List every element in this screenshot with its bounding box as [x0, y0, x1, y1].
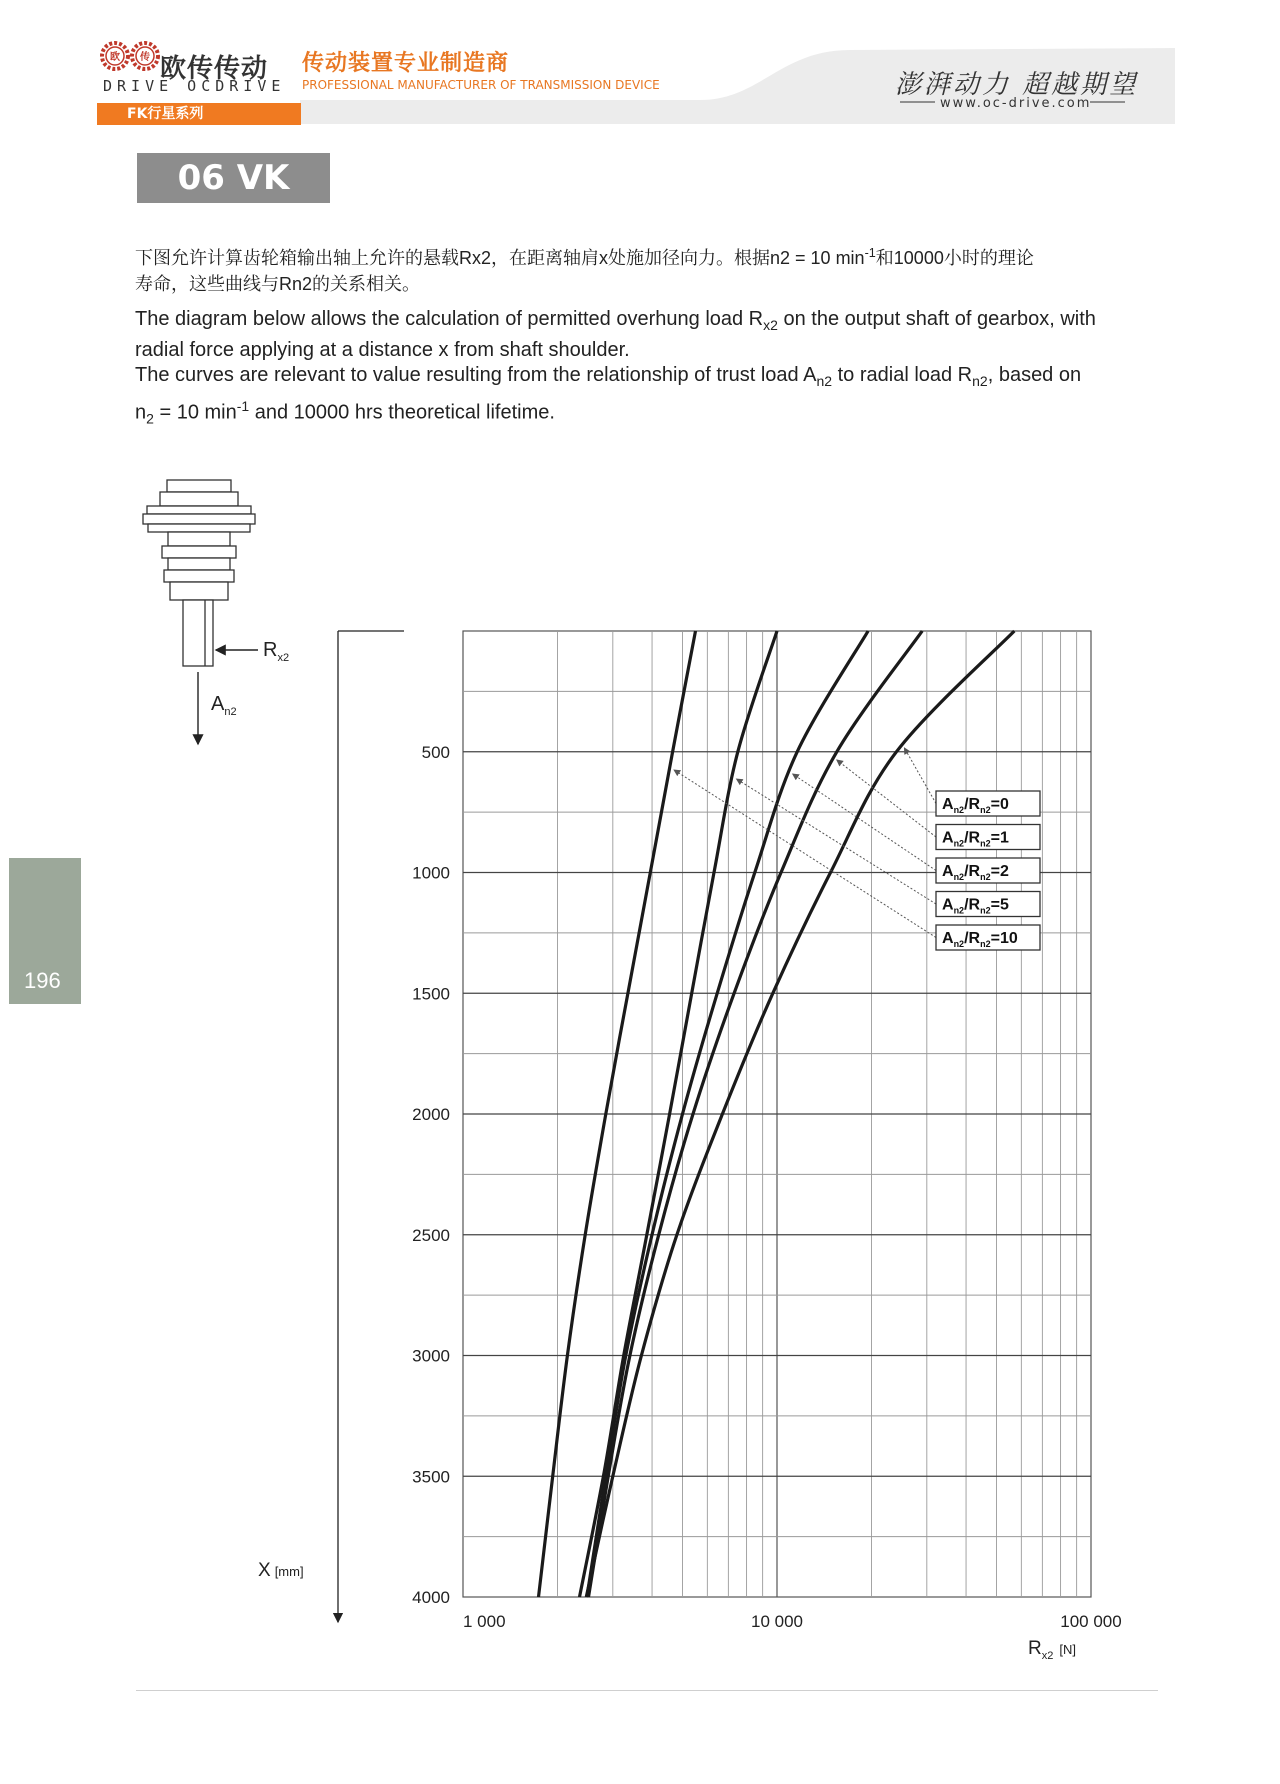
description-en-line-1: The diagram below allows the calculation of permitted overhung load $R_{x2}$ on the output shaft of gearbox, with	[135, 308, 1096, 333]
y-tick-label: 500	[421, 742, 450, 762]
logo-badge-1: 欧	[110, 52, 120, 63]
y-tick-label: 3500	[412, 1467, 450, 1487]
legend-label: $A_{n2}/R_{n2}=1$	[942, 829, 1009, 849]
axial-force-label: $A_{n2}$	[211, 693, 237, 718]
tagline-cn: 传动装置专业制造商	[302, 51, 510, 76]
page-title: 06 VK	[137, 153, 330, 203]
y-tick-label: 1000	[412, 863, 450, 883]
y-tick-label: 4000	[412, 1588, 450, 1607]
y-tick-labels	[412, 743, 450, 1607]
legend-label: $A_{n2}/R_{n2}=0$	[942, 796, 1009, 815]
gearbox-sketch-icon	[143, 480, 255, 666]
tagline-en: PROFESSIONAL MANUFACTURER OF TRANSMISSION DEVICE	[302, 78, 660, 92]
series-badge: FK行星系列	[97, 103, 301, 125]
legend-leader-line	[674, 770, 936, 938]
x-tick-label: 10 000	[751, 1612, 803, 1631]
chart-grid	[463, 631, 1091, 1597]
x-tick-label: 1 000	[463, 1612, 506, 1631]
page-number: 196	[24, 968, 61, 993]
legend-leader-line	[904, 748, 936, 804]
description-en-line-4: $n_2 = 10$ $\min^{-1}$ and 10000 hrs theoretical lifetime.	[135, 398, 555, 427]
footer-divider	[136, 1690, 1158, 1691]
description-en-line-2: radial force applying at a distance x from shaft shoulder.	[135, 339, 630, 361]
description-cn-line-2: 寿命，这些曲线与Rn2的关系相关。	[135, 274, 421, 294]
chart-legend	[674, 748, 1040, 950]
legend-leader-line	[793, 774, 936, 871]
description-en-line-3: The curves are relevant to value resulting from the relationship of trust load $A_{n2}$ to radial load $R_{n2}$, based on	[135, 364, 1082, 389]
y-tick-label: 1500	[412, 984, 450, 1004]
y-tick-label: 2500	[412, 1225, 450, 1245]
x-tick-labels	[463, 1612, 1122, 1631]
x-tick-label: 100 000	[1060, 1612, 1122, 1631]
legend-label: $A_{n2}/R_{n2}=10$	[942, 930, 1018, 949]
logo-text-en: DRIVE OCDRIVE	[103, 77, 286, 95]
y-tick-label: 2000	[412, 1105, 450, 1124]
logo-text: 欧传传动	[160, 54, 269, 84]
website: www.oc-drive.com	[940, 96, 1092, 111]
description-cn-line-1: 下图允许计算齿轮箱输出轴上允许的悬载Rx2，在距离轴肩x处施加径向力。根据n2 = 10 $\min^{-1}$和10000小时的理论	[135, 246, 1034, 268]
x-axis-label: $R_{x2}$ [N]	[1028, 1638, 1076, 1662]
legend-leader-line	[737, 779, 936, 904]
y-axis-label: X [mm]	[258, 1560, 304, 1581]
y-tick-label: 3000	[412, 1346, 450, 1366]
logo-badge-2: 传	[140, 52, 150, 63]
legend-label: $A_{n2}/R_{n2}=5$	[942, 896, 1009, 916]
motto: 澎湃动力 超越期望	[895, 70, 1139, 100]
radial-force-label: $R_{x2}$	[263, 639, 290, 664]
legend-label: $A_{n2}/R_{n2}=2$	[942, 863, 1009, 882]
